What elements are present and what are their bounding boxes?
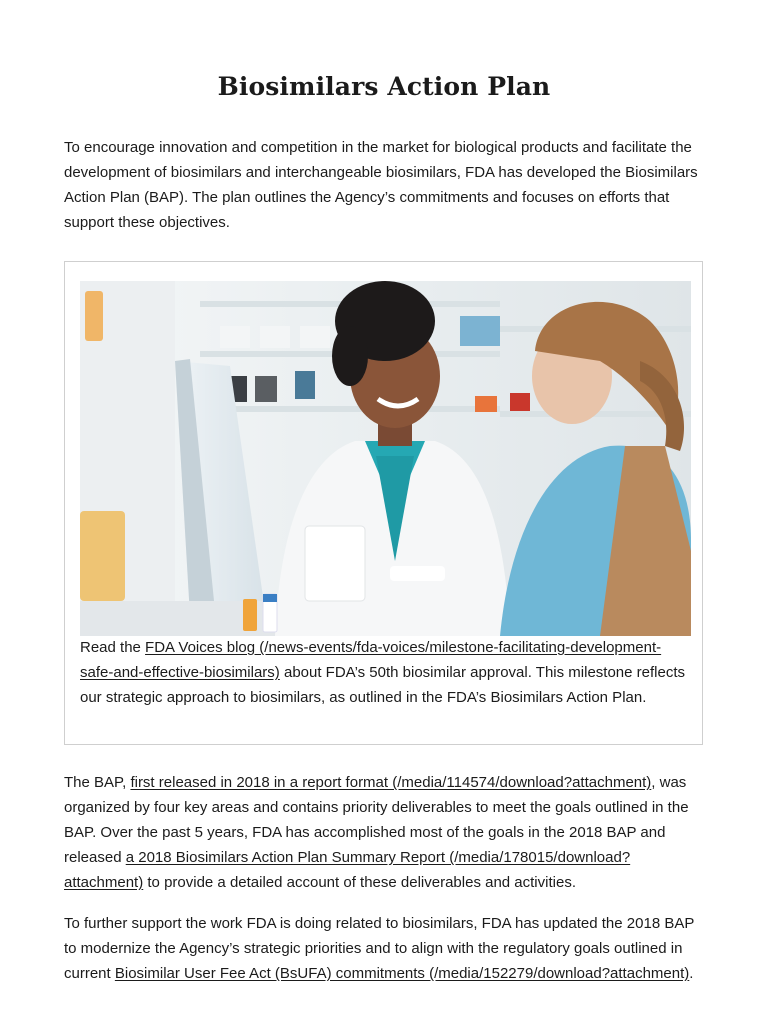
caption-line: our strategic approach to biosimilars, as outlined in the FDA’s Biosimilars Action Plan. [80,689,647,706]
bap-2018-report-link[interactable]: first released in 2018 in a report format (/media/114574/download?attachment) [130,774,652,791]
further-line: to modernize the Agency’s strategic priorities and to align with the regulatory goals outlined in [64,940,683,957]
caption-text: Read the [80,639,146,656]
further-paragraph [64,911,709,986]
intro-line: development of biosimilars and interchangeable biosimilars, FDA has developed the Biosimilars [64,164,698,181]
bap-text: to provide a detailed account of these deliverables and activities. [143,874,576,891]
bap-text: released [64,849,126,866]
further-line [64,961,709,986]
caption-text: about FDA’s 50th biosimilar approval. This milestone reflects [279,664,685,681]
further-line: To further support the work FDA is doing related to biosimilars, FDA has updated the 2018 BAP [64,915,695,932]
caption-line [80,635,695,660]
page-title: Biosimilars Action Plan [217,72,551,101]
caption-line [80,660,695,685]
bap-text: The BAP, [64,774,131,791]
bap-line [64,845,709,870]
intro-line: support these objectives. [64,214,230,231]
intro-paragraph [64,135,709,235]
photo-caption [80,635,695,710]
fda-voices-blog-link[interactable]: FDA Voices blog (/news-events/fda-voices/milestone-facilitating-development- [145,639,662,656]
bap-line: organized by four key areas and contains priority deliverables to meet the goals outlined in the [64,799,689,816]
bap-text: , was [651,774,687,791]
bap-line: BAP. Over the past 5 years, FDA has accomplished most of the goals in the 2018 BAP and [64,824,666,841]
feature-card [64,261,703,745]
bap-line [64,870,709,895]
pharmacy-photo [80,281,691,636]
intro-line: To encourage innovation and competition in the market for biological products and facilitate the [64,139,692,156]
bsufa-commitments-link[interactable]: Biosimilar User Fee Act (BsUFA) commitments (/media/152279/download?attachment) [114,965,690,982]
further-text: current [64,965,115,982]
summary-report-link[interactable]: a 2018 Biosimilars Action Plan Summary Report (/media/178015/download? [125,849,631,866]
bap-line [64,770,709,795]
summary-report-link-continued[interactable]: attachment) [64,874,144,891]
bap-paragraph [64,770,709,895]
fda-voices-blog-link-continued[interactable]: safe-and-effective-biosimilars) [80,664,280,681]
further-text: . [689,965,694,982]
intro-line: Action Plan (BAP). The plan outlines the Agency’s commitments and focuses on efforts that [64,189,670,206]
